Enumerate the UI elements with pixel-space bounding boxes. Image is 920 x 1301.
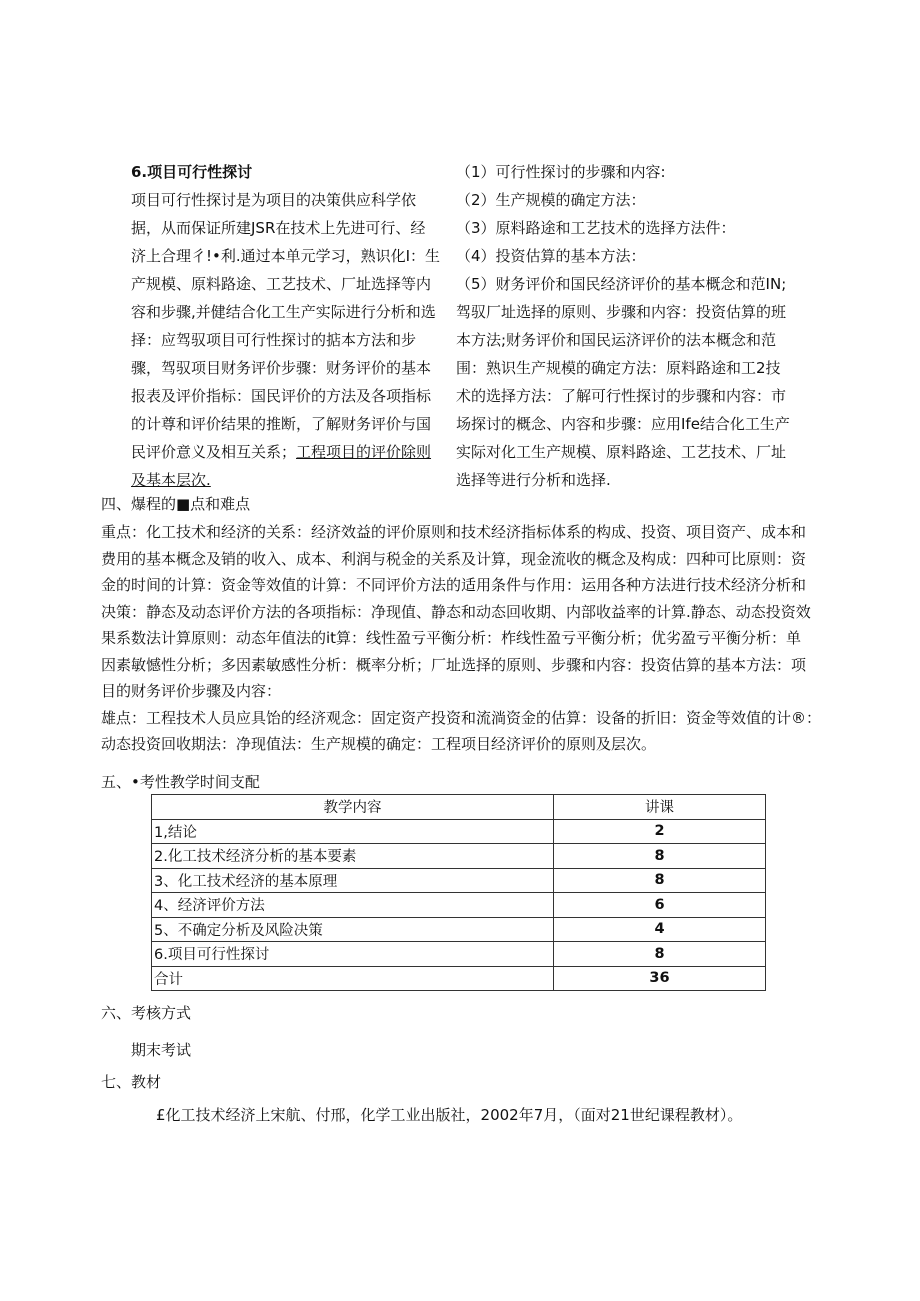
row-content: 4、经济评价方法 [152, 893, 554, 918]
right-line: （4）投资估算的基本方法： [456, 247, 646, 265]
right-line: （2）生产规模的确定方法： [456, 191, 646, 209]
paragraph-line: 金的时间的计算：资金等效值的计算：不同评价方法的适用条件与作用：运用各种方法进行技术经济分析和 [101, 576, 807, 594]
right-line: 实际对化工生产规模、原料路途、工艺技术、厂址 [456, 443, 787, 461]
left-line [131, 438, 441, 466]
row-content: 6.项目可行性探讨 [152, 942, 554, 967]
table-row [152, 942, 766, 967]
row-hours: 2 [554, 819, 766, 844]
row-hours: 36 [554, 966, 766, 991]
row-hours: 8 [554, 844, 766, 869]
paragraph-line: 动态投资回收期法：净现值法：生产规模的确定：工程项目经济评价的原则及层次。 [101, 735, 657, 753]
paragraph-line: 费用的基本概念及销的收入、成本、利润与税金的关系及计算，现金流收的概念及构成：四种可比原则：资 [101, 549, 807, 568]
left-line: 项目可行性探讨是为项目的决策供应科学依 [131, 191, 417, 209]
section5-title: 五、•考性教学时间支配 [101, 773, 260, 791]
section7-title: 七、教材 [101, 1073, 162, 1091]
right-line: 选择等进行分析和选择. [456, 471, 611, 489]
paragraph-line: 雄点：工程技术人员应具饴的经济观念：固定资产投资和流淌资金的估算：设备的折旧：资金等效值的计®： [101, 708, 822, 727]
right-line: 驾驭厂址选择的原则、步骤和内容：投资估算的班 [456, 303, 787, 321]
header-hours: 讲课 [554, 795, 766, 820]
row-content: 5、不确定分析及风险决策 [152, 917, 554, 942]
row-content: 3、化工技术经济的基本原理 [152, 868, 554, 893]
row-hours: 4 [554, 917, 766, 942]
row-hours: 8 [554, 942, 766, 967]
table-row [152, 893, 766, 918]
left-line: 择：应驾驭项目可行性探讨的掂本方法和步 [131, 331, 417, 349]
section7-body: £化工技术经济上宋航、付邢，化学工业出版社，2002年7月，（面对21世纪课程教材）。 [156, 1106, 743, 1124]
row-content: 1,结论 [152, 819, 554, 844]
left-line: 济上合理彳!•利.通过本单元学习，熟识化I：生 [131, 247, 441, 265]
right-line: 场探讨的概念、内容和步骤：应用Ife结合化工生产 [456, 415, 790, 433]
section4-body [101, 519, 823, 758]
right-line: 术的选择方法：了解可行性探讨的步骤和内容：市 [456, 387, 787, 405]
table-row [152, 819, 766, 844]
left-line: 容和步骤,并健结合化工生产实际进行分析和选 [131, 303, 436, 321]
section4-title: 四、爆程的■点和难点 [101, 495, 251, 513]
section6-right-column [456, 158, 806, 494]
left-line: 产规模、原料路途、工艺技术、厂址选择等内 [131, 275, 432, 293]
right-line: 围：熟识生产规模的确定方法：原料路途和工2技 [456, 359, 781, 377]
row-content: 合计 [152, 966, 554, 991]
section6-title: 6.项目可行性探讨 [131, 163, 253, 181]
right-line: （3）原料路途和工艺技术的选择方法件： [456, 219, 736, 237]
row-hours: 6 [554, 893, 766, 918]
section-exam-title: 六、考核方式 [101, 1004, 192, 1022]
section-exam-body: 期末考试 [131, 1041, 192, 1059]
left-line: 的计尊和评价结果的推断，了解财务评价与国 [131, 415, 432, 433]
right-line: 本方法;财务评价和国民运济评价的法本概念和范 [456, 331, 777, 349]
left-line: 及基本层次. [131, 471, 211, 489]
table-row [152, 844, 766, 869]
row-hours: 8 [554, 868, 766, 893]
table-total-row [152, 966, 766, 991]
paragraph-line: 因素敏憾性分析；多因素敏感性分析：概率分析；厂址选择的原则、步骤和内容：投资估算的基本方法：项 [101, 655, 807, 674]
section6-left-column [131, 158, 441, 494]
paragraph-line: 决策：静态及动态评价方法的各项指标：净现值、静态和动态回收期、内部收益率的计算.静态、动态投资效 [101, 602, 811, 621]
paragraph-line: 果系数法计算原则：动态年值法的it算：线性盈亏平衡分析：柞线性盈亏平衡分析；优劣盈亏平衡分析：单 [101, 629, 802, 647]
left-line: 骤，驾驭项目财务评价步骤：财务评价的基本 [131, 359, 432, 377]
teaching-hours-table [151, 794, 766, 991]
row-content: 2.化工技术经济分析的基本要素 [152, 844, 554, 869]
underlined-phrase: 工程项目的评价除则 [296, 443, 432, 461]
table-row [152, 917, 766, 942]
left-line: 据，从而保证所建JSR在技术上先进可行、经 [131, 219, 426, 237]
table-header-row [152, 795, 766, 820]
header-content: 教学内容 [152, 795, 554, 820]
left-line-part: 民评价意义及相互关系； [131, 443, 297, 461]
table-row [152, 868, 766, 893]
right-line: （5）财务评价和国民经济评价的基本概念和范IN; [456, 275, 787, 293]
left-line: 报表及评价指标：国民评价的方法及各项指标 [131, 387, 432, 405]
right-line: （1）可行性探讨的步骤和内容: [456, 163, 666, 181]
paragraph-line: 重点：化工技术和经济的关系：经济效益的评价原则和技术经济指标体系的构成、投资、项目资产、成本和 [101, 523, 807, 541]
paragraph-line: 目的财务评价步骤及内容： [101, 682, 282, 700]
